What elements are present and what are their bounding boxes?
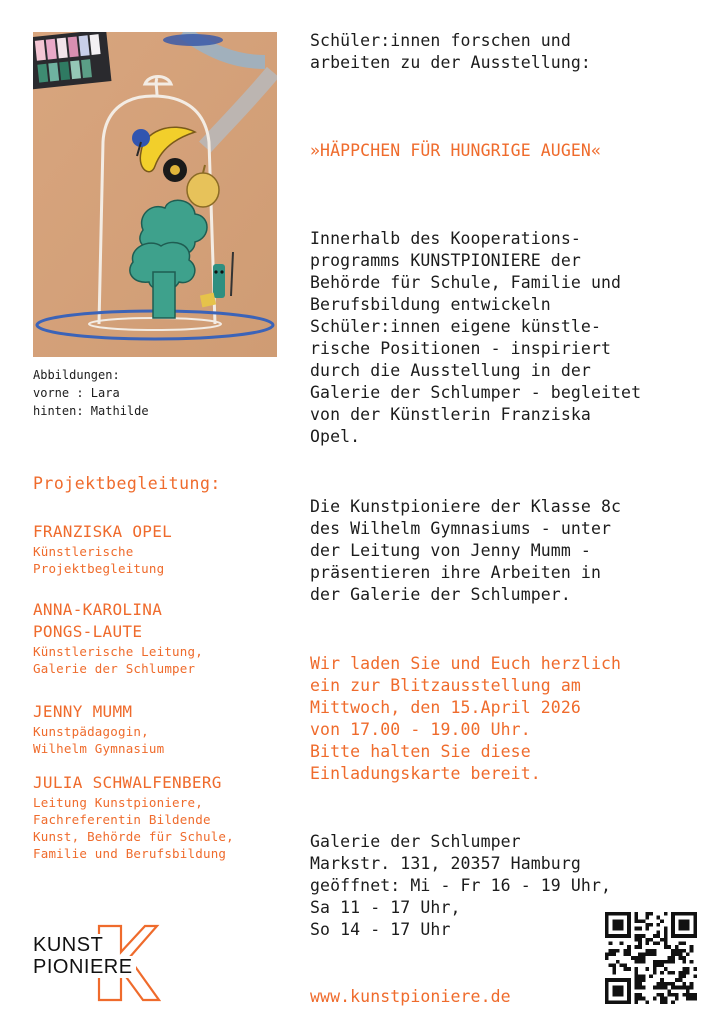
person-role: Kunstpädagogin, xyxy=(33,724,149,739)
person-name: JENNY MUMM xyxy=(33,702,133,721)
person-jenny-mumm xyxy=(33,701,164,757)
person-role: Fachreferentin Bildende xyxy=(33,812,211,827)
text-line: durch die Ausstellung in der xyxy=(310,361,591,380)
caption-back: hinten: Mathilde xyxy=(33,404,149,418)
text-line: präsentieren ihre Arbeiten in xyxy=(310,563,601,582)
person-franziska-opel xyxy=(33,521,172,577)
person-role: Kunst, Behörde für Schule, xyxy=(33,829,234,844)
text-line: Innerhalb des Kooperations- xyxy=(310,229,581,248)
text-line: arbeiten zu der Ausstellung: xyxy=(310,53,591,72)
person-role: Wilhelm Gymnasium xyxy=(33,741,165,756)
text-line: der Galerie der Schlumper. xyxy=(310,585,571,604)
person-name: FRANZISKA OPEL xyxy=(33,522,173,541)
text-line: von der Künstlerin Franziska xyxy=(310,405,591,424)
text-line: Die Kunstpioniere der Klasse 8c xyxy=(310,497,622,516)
text-line: Galerie der Schlumper - begleitet xyxy=(310,383,642,402)
text-line: programms KUNSTPIONIERE der xyxy=(310,251,581,270)
person-role: Galerie der Schlumper xyxy=(33,661,196,676)
text-line: des Wilhelm Gymnasiums - unter xyxy=(310,519,612,538)
text-line: Galerie der Schlumper xyxy=(310,832,521,851)
text-line: Bitte halten Sie diese xyxy=(310,742,531,761)
image-captions xyxy=(33,366,149,420)
person-name: PONGS-LAUTE xyxy=(33,622,143,641)
person-role: Künstlerische xyxy=(33,544,134,559)
person-role: Leitung Kunstpioniere, xyxy=(33,795,203,810)
caption-front: vorne : Lara xyxy=(33,386,120,400)
text-line: Markstr. 131, 20357 Hamburg xyxy=(310,854,581,873)
text-line: Wir laden Sie und Euch herzlich xyxy=(310,654,622,673)
website-link[interactable]: www.kunstpioniere.de xyxy=(310,987,511,1006)
text-line: Berufsbildung entwickeln xyxy=(310,295,551,314)
text-line: geöffnet: Mi - Fr 16 - 19 Uhr, xyxy=(310,876,612,895)
captions-heading: Abbildungen: xyxy=(33,368,120,382)
logo-text-kunst: KUNST xyxy=(33,934,106,956)
person-name: JULIA SCHWALFENBERG xyxy=(33,773,222,792)
text-line: von 17.00 - 19.00 Uhr. xyxy=(310,720,531,739)
qr-code-icon xyxy=(605,912,697,1004)
logo-text-pioniere: PIONIERE xyxy=(33,956,136,978)
text-line: Schüler:innen eigene künstle- xyxy=(310,317,601,336)
gallery-address xyxy=(310,831,611,941)
text-line: So 14 - 17 Uhr xyxy=(310,920,451,939)
children-drawing-icon xyxy=(33,32,277,357)
intro-text xyxy=(310,30,591,74)
text-line: Opel. xyxy=(310,427,361,446)
text-line: Einladungskarte bereit. xyxy=(310,764,541,783)
text-line: der Leitung von Jenny Mumm - xyxy=(310,541,591,560)
person-role: Künstlerische Leitung, xyxy=(33,644,203,659)
text-line: Mittwoch, den 15.April 2026 xyxy=(310,698,581,717)
person-role: Projektbegleitung xyxy=(33,561,165,576)
text-line: Schüler:innen forschen und xyxy=(310,31,571,50)
person-anna-karolina-pongs-laute xyxy=(33,599,203,677)
artwork-image xyxy=(33,32,277,357)
project-support-heading: Projektbegleitung: xyxy=(33,474,221,493)
person-role: Familie und Berufsbildung xyxy=(33,846,227,861)
text-line: rische Positionen - inspiriert xyxy=(310,339,612,358)
text-line: Behörde für Schule, Familie und xyxy=(310,273,622,292)
invitation-text xyxy=(310,653,621,785)
exhibition-title: »HÄPPCHEN FÜR HUNGRIGE AUGEN« xyxy=(310,141,601,160)
text-line: ein zur Blitzausstellung am xyxy=(310,676,581,695)
kunstpioniere-logo xyxy=(33,922,161,1006)
paragraph-class xyxy=(310,496,621,606)
person-name: ANNA-KAROLINA xyxy=(33,600,163,619)
person-julia-schwalfenberg xyxy=(33,772,234,862)
text-line: Sa 11 - 17 Uhr, xyxy=(310,898,461,917)
paragraph-program xyxy=(310,228,641,448)
